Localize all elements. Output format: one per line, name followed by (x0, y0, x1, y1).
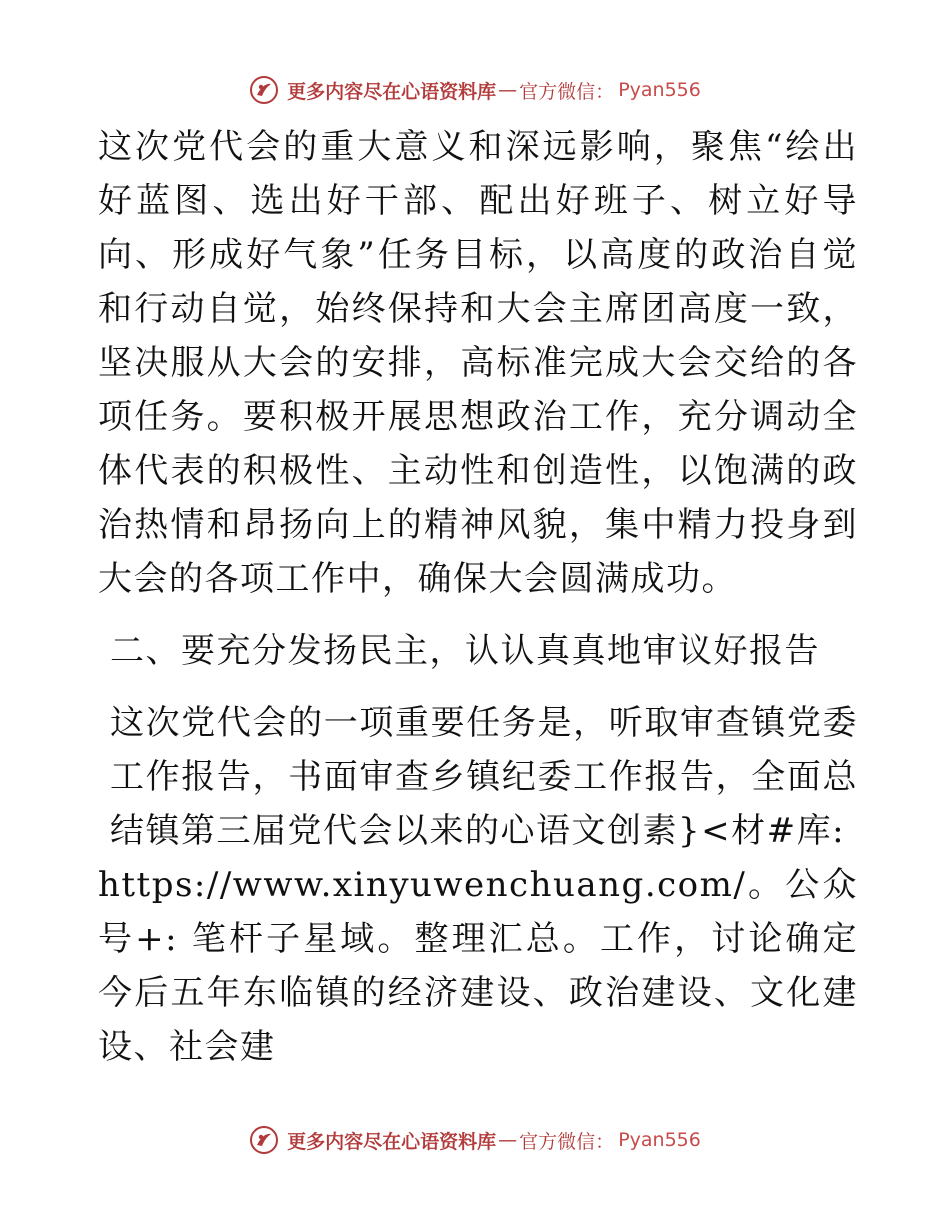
banner-brand: 更多内容尽在心语资料库 (287, 80, 497, 103)
footer-banner (0, 1120, 950, 1160)
section-heading-2: 二、要充分发扬民主，认认真真地审议好报告 (110, 631, 820, 671)
header-banner (0, 70, 950, 110)
banner-account: Pyan556 (618, 1129, 701, 1151)
paragraph-2-part-2: https://www.xinyuwenchuang.com/。公众号+: 笔杆子星域。整理汇总。工作，讨论确定今后五年东临镇的经济建设、政治建设、文化建设、社会建 (98, 865, 858, 1067)
logo-icon (249, 75, 279, 105)
banner-brand: 更多内容尽在心语资料库 (287, 1130, 497, 1153)
paragraph-1: 这次党代会的重大意义和深远影响，聚焦“绘出好蓝图、选出好干部、配出好班子、树立好导向、形成好气象”任务目标，以高度的政治自觉和行动自觉，始终保持和大会主席团高度一致，坚决服从大会的安排，高标准完成大会交给的各项任务。要积极开展思想政治工作，充分调动全体代表的积极性、主动性和创造性，以饱满的政治热情和昂扬向上的精神风貌，集中精力投身到大会的各项工作中，确保大会圆满成功。 (98, 127, 858, 599)
document-body (98, 120, 858, 1074)
logo-icon (249, 1125, 279, 1155)
banner-wechat-label: 官方微信： (519, 80, 615, 103)
banner-dash: — (498, 79, 518, 101)
banner-account: Pyan556 (618, 79, 701, 101)
paragraph-2-part-1: 这次党代会的一项重要任务是，听取审查镇党委工作报告，书面审查乡镇纪委工作报告，全面总结镇第三届党代会以来的心语文创素}<材#库: (110, 703, 858, 851)
banner-dash: — (498, 1129, 518, 1151)
banner-wechat-label: 官方微信： (519, 1130, 615, 1153)
